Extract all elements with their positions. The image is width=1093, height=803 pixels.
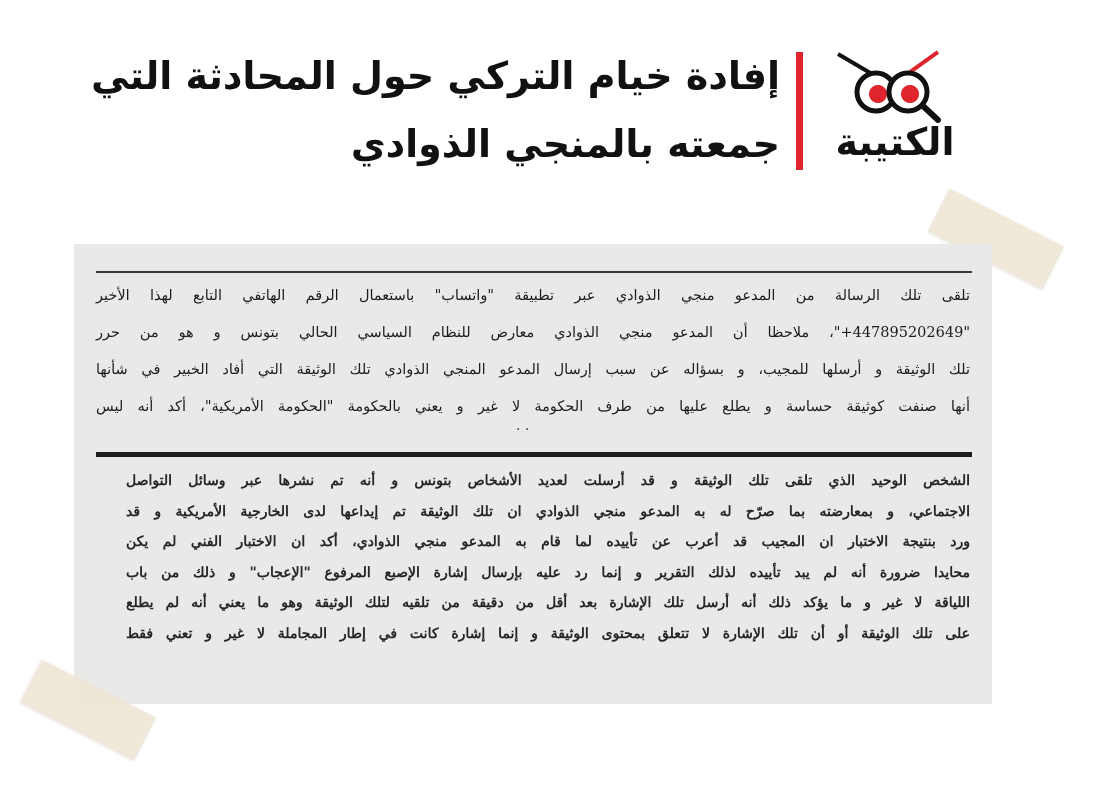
page-break-dots: · · — [516, 422, 530, 438]
document-rule-top — [96, 271, 972, 273]
brand-logo — [820, 48, 970, 178]
eyes-magnifier-logo-icon — [828, 48, 958, 123]
paragraph-2-line: الشخص الوحيد الذي تلقى تلك الوثيقة و قد أرسلت لعديد الأشخاص بتونس و أنه تم نشرها عبر وسائل التواصل — [126, 473, 970, 489]
paragraph-1-line: تلك الوثيقة و أرسلها للمجيب، و بسؤاله عن سبب إرسال المدعو المنجي الذوادي تلك الوثيقة التي أفاد الخبير في شأنها — [96, 362, 970, 378]
brand-name: الكتيبة — [835, 120, 955, 164]
paragraph-1-line: "447895202649+"، ملاحظا أن المدعو منجي الذوادي معارض للنظام السياسي الحالي بتونس و هو من حرر — [96, 325, 970, 341]
paragraph-2-line: على تلك الوثيقة أو أن تلك الإشارة لا تتعلق بمحتوى الوثيقة و إنما إشارة كانت في إطار المجاملة لا غير و تعني فقط — [126, 625, 970, 642]
document-scan — [74, 244, 992, 704]
document-rule-middle — [96, 452, 972, 457]
paragraph-1-line: تلقى تلك الرسالة من المدعو منجي الذوادي عبر تطبيقة "واتساب" باستعمال الرقم الهاتفي التابع لهذا الأخير — [96, 288, 970, 304]
document-paragraph-2 — [126, 466, 970, 649]
headline — [90, 42, 780, 178]
headline-line-2: جمعته بالمنجي الذوادي — [350, 122, 780, 166]
headline-divider — [796, 52, 803, 170]
paragraph-1-line: أنها صنفت كوثيقة حساسة و يطلع عليها من طرف الحكومة لا غير و يعني بالحكومة "الحكومة الأمريكية"، أكد أنه ليس — [96, 399, 970, 415]
paragraph-2-line: ورد بنتيجة الاختبار ان المجيب قد أعرب عن تأييده لما قام به المدعو منجي الذوادي، أكد ان الاختبار الفني لم يكن — [126, 534, 970, 550]
paragraph-2-line: الاجتماعي، و بمعارضته بما صرّح له به المدعو منجي الذوادي ان تلك الوثيقة تم إيداعها لدى الخارجية الأمريكية و قد — [126, 503, 970, 520]
paragraph-2-line: اللياقة لا غير و ما يؤكد ذلك أنه أرسل تلك الإشارة بعد أقل من دقيقة من تلقيه لتلك الوثيقة وهو ما يعني أنه لم يطلع — [126, 595, 970, 611]
headline-line-1: إفادة خيام التركي حول المحادثة التي — [91, 54, 780, 98]
document-paragraph-1 — [96, 278, 970, 426]
paragraph-2-line: محايدا ضرورة أنه لم يبد تأييده لذلك التقرير و إنما رد عليه بإرسال إشارة الإصبع المرفوع "الإعجاب" و ذلك من باب — [126, 564, 970, 581]
